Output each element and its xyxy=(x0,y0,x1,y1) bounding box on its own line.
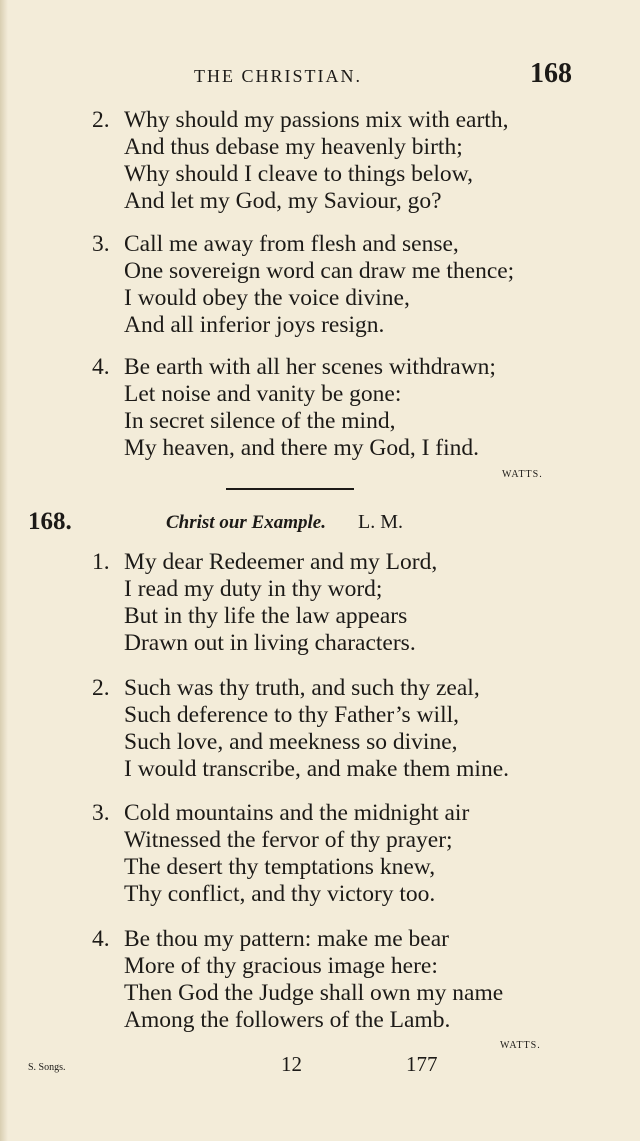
hymn-stanza-4 xyxy=(92,926,612,1034)
stanza-line: One sovereign word can draw me thence; xyxy=(124,258,515,284)
stanza-number: 2. xyxy=(92,675,110,701)
sheet-number: 12 xyxy=(281,1052,302,1076)
stanza-line: I read my duty in thy word; xyxy=(124,576,383,602)
hymn-title: Christ our Example. xyxy=(166,512,326,533)
stanza-line: Among the followers of the Lamb. xyxy=(124,1007,451,1033)
stanza-line: My heaven, and there my God, I find. xyxy=(124,435,480,461)
hymn-author: WATTS. xyxy=(500,1040,541,1051)
stanza-line: Let noise and vanity be gone: xyxy=(124,381,402,407)
section-divider xyxy=(226,488,354,490)
stanza-line: Thy conflict, and thy victory too. xyxy=(124,881,436,907)
hymn-meter: L. M. xyxy=(358,511,403,533)
page-edge xyxy=(0,0,8,1141)
stanza-line: 1. My dear Redeemer and my Lord, xyxy=(92,549,438,575)
stanza-line: 4. Be earth with all her scenes withdrawn; xyxy=(92,354,496,380)
stanza-line: More of thy gracious image here: xyxy=(124,953,438,979)
stanza-line: I would obey the voice divine, xyxy=(124,285,410,311)
stanza-number: 1. xyxy=(92,549,110,575)
stanza-line: Witnessed the fervor of thy prayer; xyxy=(124,827,453,853)
prev-stanza-2 xyxy=(92,107,612,215)
prev-hymn-author: WATTS. xyxy=(502,469,543,480)
hymn-stanza-1 xyxy=(92,549,612,657)
stanza-line: Drawn out in living characters. xyxy=(124,630,416,656)
prev-stanza-3 xyxy=(92,231,612,339)
stanza-line: And let my God, my Saviour, go? xyxy=(124,188,442,214)
stanza-number: 4. xyxy=(92,926,110,952)
stanza-line: 4. Be thou my pattern: make me bear xyxy=(92,926,449,952)
stanza-line: But in thy life the law appears xyxy=(124,603,408,629)
stanza-line: 3. Call me away from flesh and sense, xyxy=(92,231,459,257)
stanza-line: I would transcribe, and make them mine. xyxy=(124,756,510,782)
signature-mark: S. Songs. xyxy=(28,1062,66,1073)
stanza-number: 4. xyxy=(92,354,110,380)
stanza-line: In secret silence of the mind, xyxy=(124,408,396,434)
stanza-line: The desert thy temptations knew, xyxy=(124,854,436,880)
stanza-number: 3. xyxy=(92,800,110,826)
hymn-stanza-3 xyxy=(92,800,612,908)
stanza-line: 2. Why should my passions mix with earth, xyxy=(92,107,509,133)
page-number: 168 xyxy=(530,58,572,89)
stanza-line: Such deference to thy Father’s will, xyxy=(124,702,460,728)
hymn-stanza-2 xyxy=(92,675,612,783)
hymn-heading xyxy=(28,508,628,542)
stanza-line: Such love, and meekness so divine, xyxy=(124,729,458,755)
stanza-line: Why should I cleave to things below, xyxy=(124,161,473,187)
stanza-line: Then God the Judge shall own my name xyxy=(124,980,504,1006)
stanza-number: 3. xyxy=(92,231,110,257)
book-page-number: 177 xyxy=(406,1052,438,1076)
running-title: THE CHRISTIAN. xyxy=(194,66,362,86)
running-head xyxy=(0,58,640,94)
stanza-line: 2. Such was thy truth, and such thy zeal, xyxy=(92,675,480,701)
stanza-number: 2. xyxy=(92,107,110,133)
prev-stanza-4 xyxy=(92,354,612,462)
hymn-number: 168. xyxy=(28,508,72,535)
stanza-line: 3. Cold mountains and the midnight air xyxy=(92,800,470,826)
page-footer xyxy=(0,1050,640,1080)
stanza-line: And thus debase my heavenly birth; xyxy=(124,134,463,160)
stanza-line: And all inferior joys resign. xyxy=(124,312,385,338)
